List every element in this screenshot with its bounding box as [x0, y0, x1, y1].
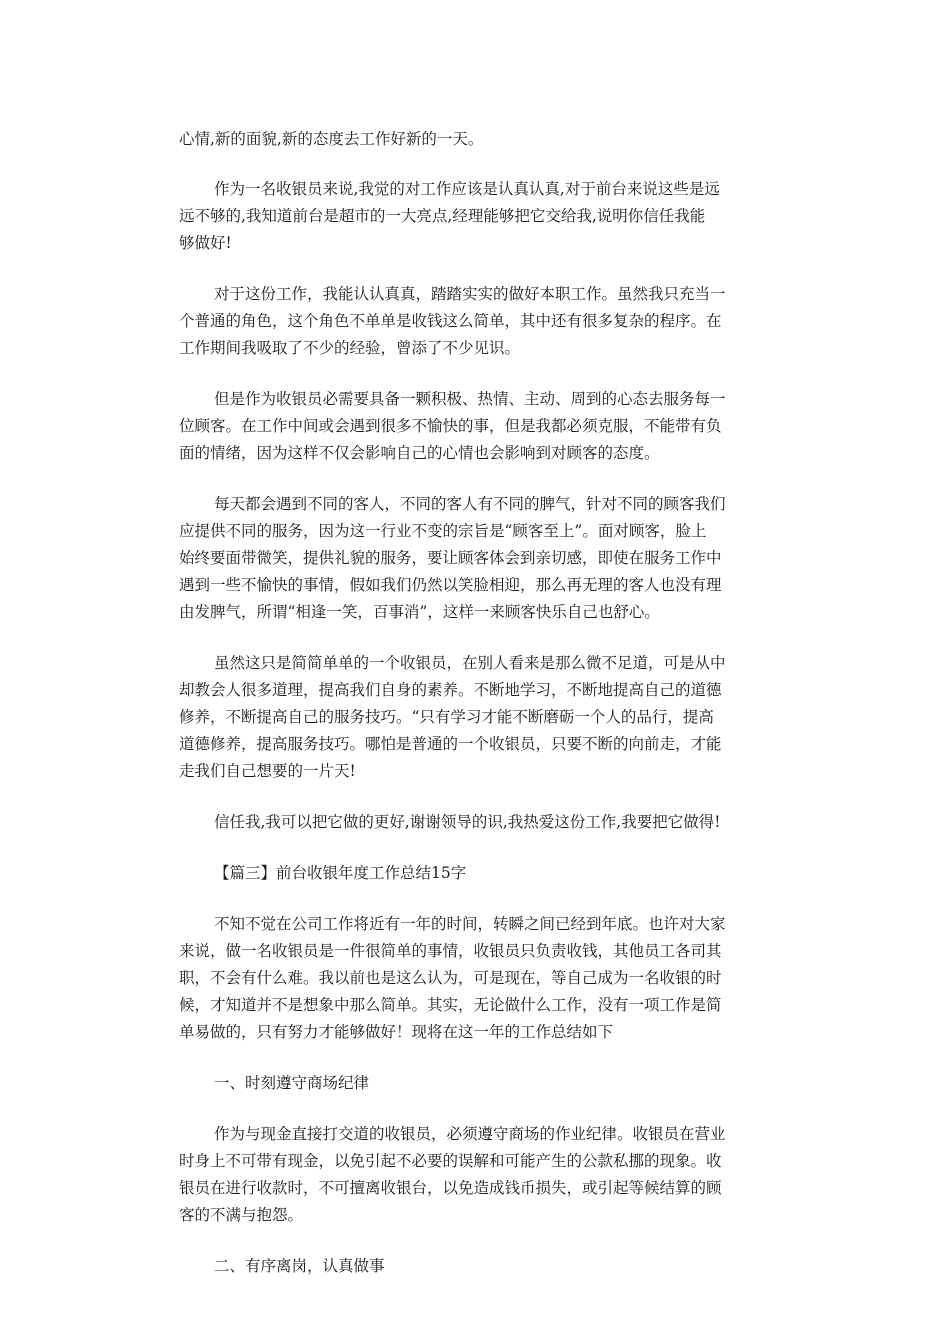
- text-line: 不知不觉在公司工作将近有一年的时间，转瞬之间已经到年底。也许对大家: [214, 915, 726, 933]
- text-line: 位顾客。在工作中间或会遇到很多不愉快的事，但是我都必须克服，不能带有负: [179, 417, 722, 435]
- text-line: 由发脾气，所谓“相逢一笑，百事消”，这样一来顾客快乐自己也舒心。: [179, 603, 660, 621]
- text-line: 每天都会遇到不同的客人，不同的客人有不同的脾气，针对不同的顾客我们: [214, 495, 726, 513]
- section-heading: 【篇三】前台收银年度工作总结15字: [214, 864, 467, 882]
- text-line: 对于这份工作，我能认认真真，踏踏实实的做好本职工作。虽然我只充当一: [214, 285, 726, 303]
- text-line: 够做好!: [179, 234, 232, 252]
- text-line: 遇到一些不愉快的事情，假如我们仍然以笑脸相迎，那么再无理的客人也没有理: [179, 576, 722, 594]
- text-line: 心情,新的面貌,新的态度去工作好新的一天。: [179, 130, 484, 148]
- text-line: 面的情绪，因为这样不仅会影响自己的心情也会影响到对顾客的态度。: [179, 444, 660, 462]
- text-line: 候，才知道并不是想象中那么简单。其实，无论做什么工作，没有一项工作是简: [179, 996, 722, 1014]
- text-line: 作为与现金直接打交道的收银员，必须遵守商场的作业纪律。收银员在营业: [214, 1125, 726, 1143]
- text-line: 修养，不断提高自己的服务技巧。“只有学习才能不断磨砺一个人的品行，提高: [179, 708, 714, 726]
- subsection-heading: 一、时刻遵守商场纪律: [214, 1074, 370, 1092]
- text-line: 道德修养，提高服务技巧。哪怕是普通的一个收银员，只要不断的向前走，才能: [179, 735, 722, 753]
- text-line: 时身上不可带有现金，以免引起不必要的误解和可能产生的公款私挪的现象。收: [179, 1152, 722, 1170]
- text-line: 银员在进行收款时，不可擅离收银台，以免造成钱币损失，或引起等候结算的顾: [179, 1179, 722, 1197]
- text-line: 信任我,我可以把它做的更好,谢谢领导的识,我热爱这份工作,我要把它做得!: [214, 813, 721, 831]
- text-line: 走我们自己想要的一片天!: [179, 762, 356, 780]
- text-line: 虽然这只是简简单单的一个收银员，在别人看来是那么微不足道，可是从中: [214, 654, 726, 672]
- text-line: 单易做的，只有努力才能够做好！现将在这一年的工作总结如下: [179, 1023, 614, 1041]
- text-line: 职，不会有什么难。我以前也是这么认为，可是现在，等自己成为一名收银的时: [179, 969, 722, 987]
- subsection-heading: 二、有序离岗，认真做事: [214, 1257, 385, 1275]
- text-line: 来说，做一名收银员是一件很简单的事情，收银员只负责收钱，其他员工各司其: [179, 942, 722, 960]
- text-line: 但是作为收银员必需要具备一颗积极、热情、主动、周到的心态去服务每一: [214, 390, 726, 408]
- text-line: 远不够的,我知道前台是超市的一大亮点,经理能够把它交给我,说明你信任我能: [179, 207, 706, 225]
- text-line: 作为一名收银员来说,我觉的对工作应该是认真认真,对于前台来说这些是远: [214, 180, 720, 198]
- text-line: 应提供不同的服务，因为这一行业不变的宗旨是“顾客至上”。面对顾客，脸上: [179, 522, 707, 540]
- text-line: 工作期间我吸取了不少的经验，曾添了不少见识。: [179, 339, 521, 357]
- text-line: 客的不满与抱怨。: [179, 1206, 304, 1224]
- text-line: 个普通的角色，这个角色不单单是收钱这么简单，其中还有很多复杂的程序。在: [179, 312, 722, 330]
- text-line: 却教会人很多道理，提高我们自身的素养。不断地学习，不断地提高自己的道德: [179, 681, 722, 699]
- text-line: 始终要面带微笑，提供礼貌的服务，要让顾客体会到亲切感，即使在服务工作中: [179, 549, 722, 567]
